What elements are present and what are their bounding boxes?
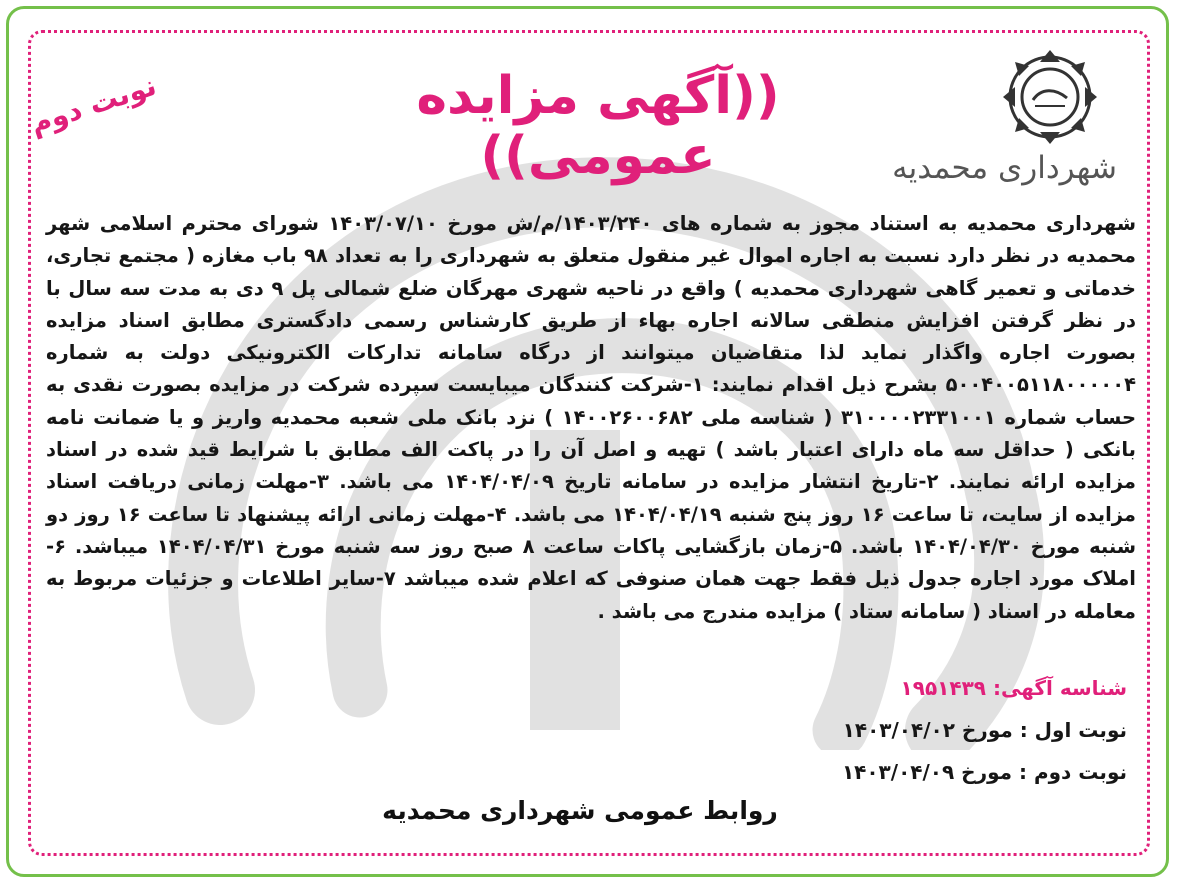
round-label: نوبت دوم [26, 68, 161, 141]
second-round-date: نوبت دوم : مورخ ۱۴۰۳/۰۴/۰۹ [841, 760, 1127, 784]
notice-id-label: شناسه آگهی: [992, 676, 1127, 700]
notice-title: ((آگهی مزایده عمومی)) [416, 66, 780, 186]
notice-id-line [901, 676, 1127, 700]
notice-body: شهرداری محمدیه به استناد مجوز به شماره های ۱۴۰۳/۲۴۰/م/ش مورخ ۱۴۰۳/۰۷/۱۰ شورای محترم اسلامی شهر محمدیه در نظر دارد نسبت به اجاره اموال غیر منقول متعلق به شهرداری را به تعداد ۹۸ باب مغازه ( مجتمع تجاری، خدماتی و تعمیر گاهی شهرداری محمدیه ) واقع در ناحیه شهری مهرگان ضلع شمالی پل ۹ دی به مدت سه سال با در نظر گرفتن افزایش منطقی سالانه اجاره بهاء از طریق کارشناس رسمی دادگستری مطابق اسناد مزایده بصورت اجاره واگذار نماید لذا متقاضیان میتوانند از درگاه سامانه تدارکات الکترونیکی دولت به شماره ۵۰۰۴۰۰۵۱۱۸۰۰۰۰۰۴ بشرح ذیل اقدام نمایند: ۱-شرکت کنندگان میبایست سپرده شرکت در مزایده بصورت نقدی به حساب شماره ۳۱۰۰۰۰۲۳۳۱۰۰۱ ( شناسه ملی ۱۴۰۰۲۶۰۰۶۸۲ ) نزد بانک ملی شعبه محمدیه واریز و یا ضمانت نامه بانکی ( حداقل سه ماه دارای اعتبار باشد ) تهیه و اصل آن را در پاکت الف مطابق با شرایط قید شده در اسناد مزایده ارائه نمایند. ۲-تاریخ انتشار مزایده در سامانه تاریخ ۱۴۰۴/۰۴/۰۹ می باشد. ۳-مهلت زمانی دریافت اسناد مزایده از سایت، تا ساعت ۱۶ روز پنج شنبه ۱۴۰۴/۰۴/۱۹ می باشد. ۴-مهلت زمانی ارائه پیشنهاد تا ساعت ۱۶ روز دو شنبه مورخ ۱۴۰۴/۰۴/۳۰ باشد. ۵-زمان بازگشایی پاکات ساعت ۸ صبح روز سه شنبه مورخ ۱۴۰۴/۰۴/۳۱ میباشد. ۶-املاک مورد اجاره جدول ذیل فقط جهت همان صنوفی که اعلام شده میباشد ۷-سایر اطلاعات و جزئیات مربوط به معامله در اسناد ( سامانه ستاد ) مزایده مندرج می باشد . [46, 212, 1137, 623]
municipality-logo-icon [995, 48, 1105, 146]
footer-signature: روابط عمومی شهرداری محمدیه [382, 796, 778, 825]
first-round-date: نوبت اول : مورخ ۱۴۰۳/۰۴/۰۲ [842, 718, 1127, 742]
organization-name: شهرداری محمدیه [892, 150, 1117, 186]
notice-id-value: ۱۹۵۱۴۳۹ [900, 676, 986, 700]
